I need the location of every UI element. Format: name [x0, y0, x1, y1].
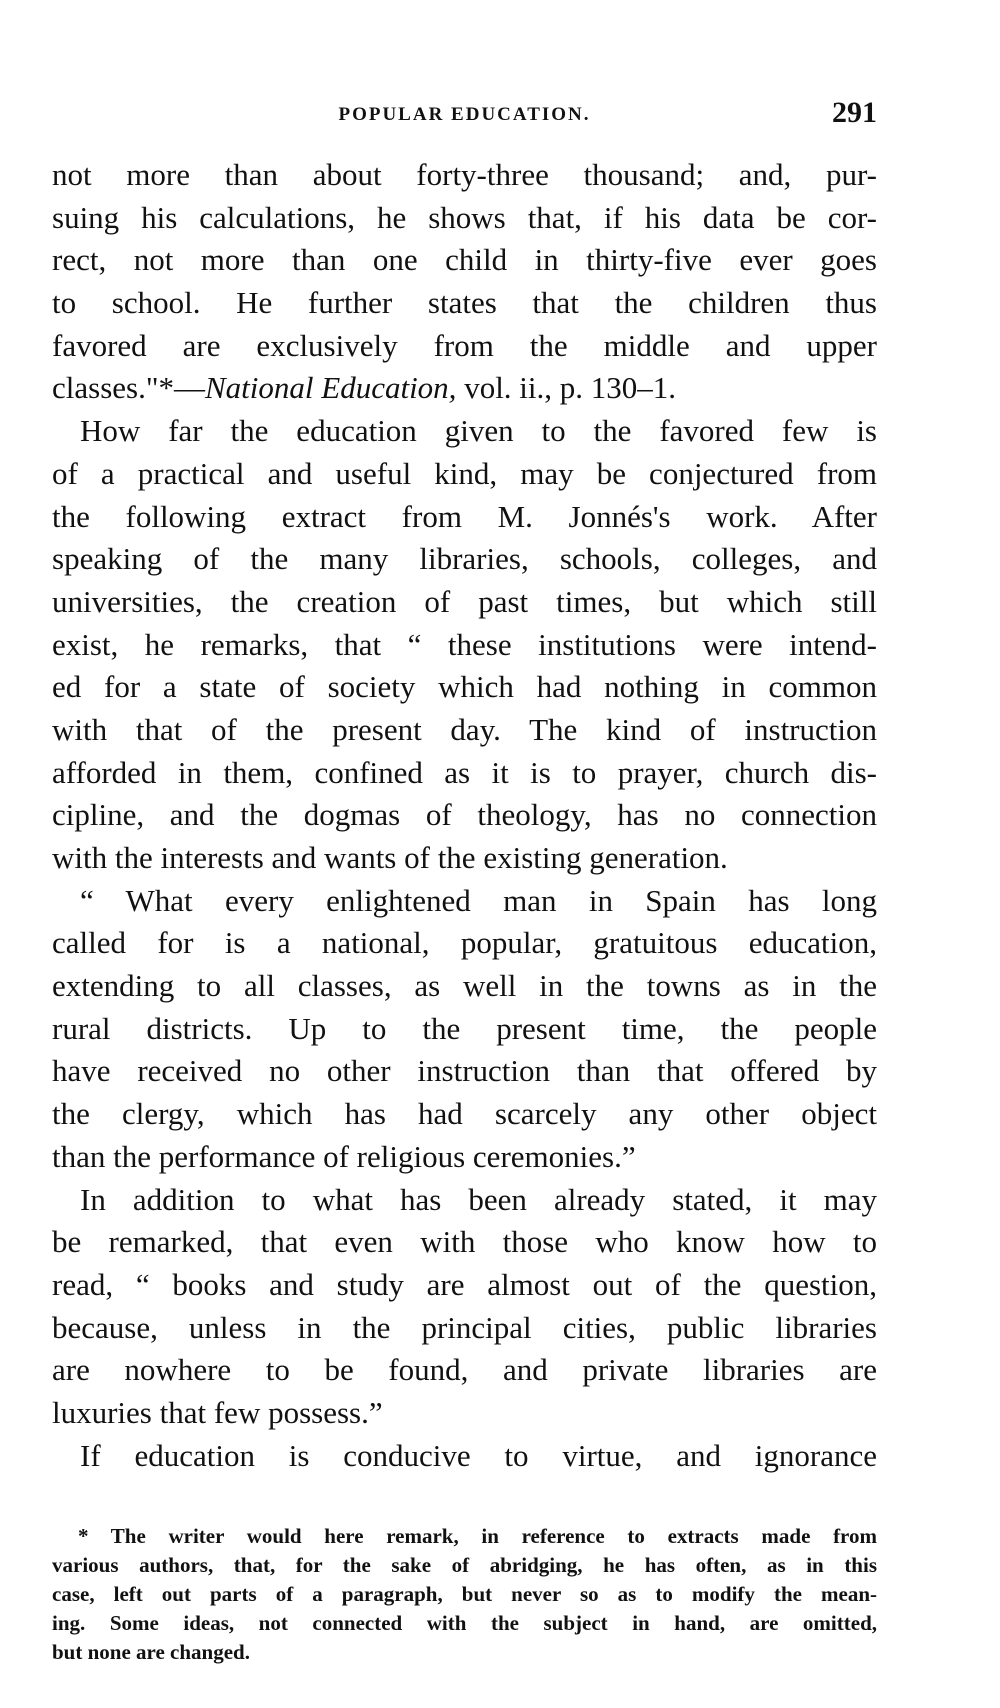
page-header — [52, 98, 877, 138]
text-line: be remarked, that even with those who know how to — [52, 1224, 877, 1260]
body-text — [52, 154, 877, 1477]
text-line: ed for a state of society which had nothing in common — [52, 669, 877, 705]
text-line: not more than about forty-three thousand; and, pur- — [52, 157, 877, 192]
text-line: than the performance of religious ceremonies.” — [52, 1138, 636, 1174]
text-line: read, “ books and study are almost out of the question, — [52, 1266, 877, 1302]
footnote-line: various authors, that, for the sake of abridging, he has often, as in this — [52, 1553, 877, 1577]
text-line: are nowhere to be found, and private libraries are — [52, 1352, 877, 1388]
text-line: rect, not more than one child in thirty-five ever goes — [52, 242, 877, 278]
text-line: universities, the creation of past times, but which still — [52, 583, 877, 619]
text-line: because, unless in the principal cities, public libraries — [52, 1309, 877, 1345]
text-line — [52, 367, 877, 410]
text-span: classes."*— — [52, 370, 205, 406]
text-line: have received no other instruction than that offered by — [52, 1053, 877, 1089]
text-line: suing his calculations, he shows that, if his data be cor- — [52, 199, 877, 235]
text-line: favored are exclusively from the middle and upper — [52, 327, 877, 363]
footnote-line: ing. Some ideas, not connected with the subject in hand, are omitted, — [52, 1611, 877, 1635]
text-line: speaking of the many libraries, schools, colleges, and — [52, 541, 877, 577]
text-line: called for is a national, popular, gratuitous education, — [52, 925, 877, 961]
running-head: POPULAR EDUCATION. — [338, 104, 591, 125]
italic-citation: National Education, — [205, 370, 457, 406]
text-line: If education is conducive to virtue, and ignorance — [80, 1437, 877, 1473]
text-line: afforded in them, confined as it is to prayer, church dis- — [52, 754, 877, 790]
text-line: extending to all classes, as well in the towns as in the — [52, 968, 877, 1004]
text-line: of a practical and useful kind, may be conjectured from — [52, 455, 877, 491]
text-line: cipline, and the dogmas of theology, has no connection — [52, 797, 877, 833]
text-line: rural districts. Up to the present time, the people — [52, 1010, 877, 1046]
text-line: In addition to what has been already stated, it may — [80, 1181, 877, 1217]
footnote-line: case, left out parts of a paragraph, but never so as to modify the mean- — [52, 1582, 877, 1606]
page-number: 291 — [832, 96, 877, 129]
footnote-line: * The writer would here remark, in reference to extracts made from — [78, 1524, 877, 1548]
text-line: exist, he remarks, that “ these institutions were intend- — [52, 626, 877, 662]
text-line: luxuries that few possess.” — [52, 1394, 383, 1430]
footnote — [52, 1522, 877, 1667]
text-line: with that of the present day. The kind of instruction — [52, 711, 877, 747]
text-line: to school. He further states that the children thus — [52, 285, 877, 321]
text-line: the following extract from M. Jonnés's work. After — [52, 498, 877, 534]
text-line: How far the education given to the favored few is — [80, 413, 877, 449]
text-line: “ What every enlightened man in Spain has long — [80, 882, 877, 918]
text-span: vol. ii., p. 130–1. — [456, 370, 677, 406]
text-line: the clergy, which has had scarcely any other object — [52, 1096, 877, 1132]
text-line: with the interests and wants of the existing generation. — [52, 840, 728, 875]
footnote-line: but none are changed. — [52, 1640, 250, 1664]
